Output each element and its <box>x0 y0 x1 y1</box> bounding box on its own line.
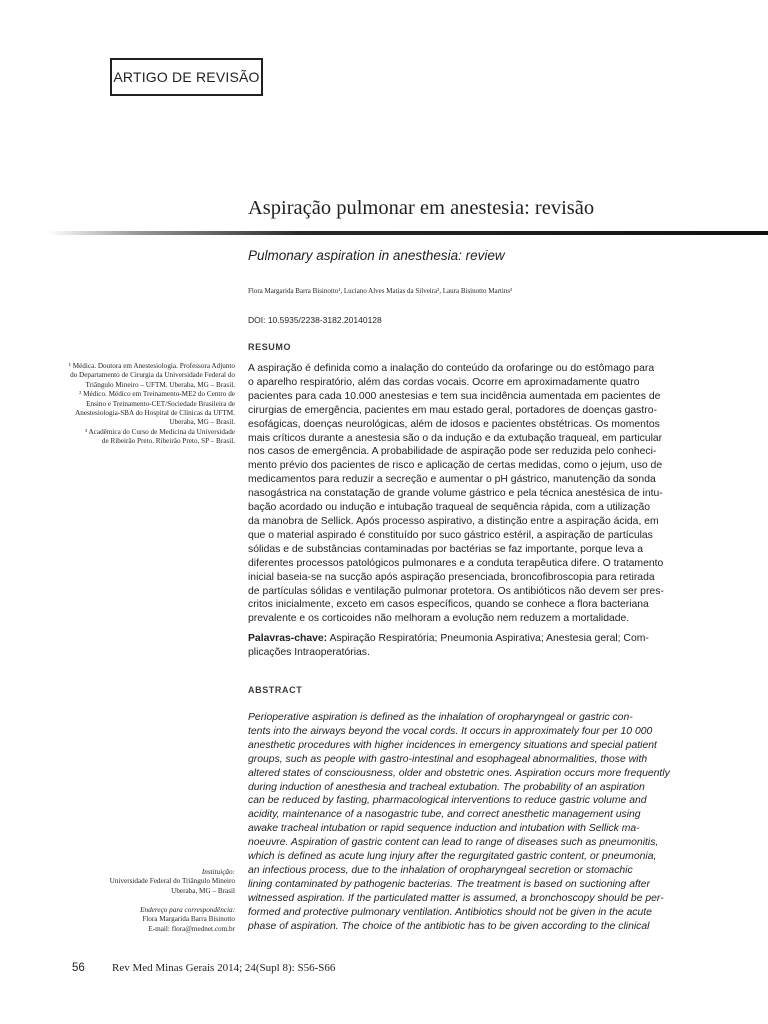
abstract-line: noeuvre. Aspiration of gastric content can lead to range of diseases such as pneumonitis, <box>248 837 659 849</box>
resumo-line: nasogástrica na constatação de grande volume gástrico e pela técnica anestésica de intu- <box>248 488 663 500</box>
abstract-line: can be reduced by fasting, pharmacological interventions to reduce gastric volume and <box>248 795 647 807</box>
resumo-line: mento prévio dos pacientes de risco e aplicação de certas medidas, como o jejum, uso de <box>248 460 663 472</box>
institution-label: Instituição: <box>201 868 235 876</box>
resumo-line: o aparelho respiratório, além das cordas vocais. Ocorre em aproximadamente quatro <box>248 376 640 388</box>
abstract-body <box>248 711 684 934</box>
article-subtitle: Pulmonary aspiration in anesthesia: review <box>248 248 505 263</box>
journal-citation: Rev Med Minas Gerais 2014; 24(Supl 8): S56-S66 <box>112 962 336 974</box>
keywords-label: Palavras-chave: <box>248 633 328 644</box>
affiliation-line: Ensino e Treinamento-CET/Sociedade Brasileira de <box>86 399 235 408</box>
title-divider <box>48 231 768 235</box>
abstract-line: witnessed aspiration. If the particulated matter is assumed, a bronchoscopy should be per- <box>248 892 664 904</box>
resumo-line: critos inicialmente, exceto em casos específicos, quando se conhece a flora bacteriana <box>248 599 649 611</box>
abstract-line: altered states of consciousness, older and obstetric ones. Aspiration occurs more frequently <box>248 767 670 779</box>
abstract-line: an infectious process, due to the inhalation of oropharyngeal secretion or stomachic <box>248 864 633 876</box>
resumo-line: nos casos de emergência. A probabilidade de aspiração pode ser reduzida pelo conheci- <box>248 446 657 458</box>
institution-location: Uberaba, MG – Brasil <box>171 886 235 895</box>
resumo-line: pacientes para cada 10.000 anestesias e tem sua incidência aumentada em pacientes de <box>248 390 661 402</box>
affiliation-line: Anestesiologia-SBA do Hospital de Clínicas da UFTM. <box>75 409 235 418</box>
resumo-line: bação acordado ou indução e intubação traqueal de sequência rápida, com a utilização <box>248 502 651 514</box>
keywords <box>248 632 684 660</box>
abstract-heading: ABSTRACT <box>248 685 303 695</box>
resumo-line: sólidas e de substâncias contaminadas por bactérias se faz importante, porque leva a <box>248 543 644 555</box>
doi: DOI: 10.5935/2238-3182.20140128 <box>248 315 382 325</box>
page-number: 56 <box>72 962 85 974</box>
abstract-line: awake tracheal intubation or rapid sequence induction and intubation with Sellick ma- <box>248 823 640 835</box>
resumo-body <box>248 362 684 626</box>
abstract-line: groups, such as people with gastro-intestinal and esophageal abnormalities, those with <box>248 753 648 765</box>
affiliation-line: de Ribeirão Preto. Ribeirão Preto, SP – Brasil. <box>101 437 235 446</box>
abstract-line: anesthetic procedures with higher incidences in emergency situations and special patient <box>248 739 657 751</box>
affiliation-line: do Departamento de Cirurgia da Universidade Federal do <box>70 371 235 380</box>
affiliation-line: Triângulo Mineiro – UFTM. Uberaba, MG – Brasil. <box>85 380 235 389</box>
affiliation-line: ³ Acadêmica do Curso de Medicina da Universidade <box>84 427 235 436</box>
abstract-line: which is defined as acute lung injury after the regurgitated gastric content, or pneumonia, <box>248 851 657 863</box>
keywords-line <box>248 632 684 646</box>
affiliation-line: ² Médico. Médico em Treinamento-ME2 do Centro de <box>79 390 235 399</box>
affiliation-line: Uberaba, MG – Brasil. <box>169 418 235 427</box>
institution <box>30 868 235 896</box>
keywords-text: Aspiração Respiratória; Pneumonia Aspirativa; Anestesia geral; Com- <box>327 633 649 644</box>
keywords-line: plicações Intraoperatórias. <box>248 646 370 658</box>
resumo-line: inicial baseia-se na sucção após aspiração presenciada, broncofibroscopia para retirada <box>248 571 655 583</box>
abstract-line: phase of aspiration. The choice of the antibiotic has to be given according to the clinical <box>248 920 650 932</box>
resumo-line: prevalente e os corticoides não melhoram a evolução nem reduzem a mortalidade. <box>248 613 630 625</box>
correspondence-name: Flora Margarida Barra Bisinotto <box>142 915 235 924</box>
resumo-line: da manobra de Sellick. Após processo aspirativo, a distinção entre a aspiração ácida, em <box>248 515 659 527</box>
abstract-line: tents into the airways beyond the vocal cords. It occurs in approximately four per 10 000 <box>248 725 653 737</box>
abstract-line: lining contaminated by pathogenic bacterias. The treatment is based on suctioning after <box>248 878 651 890</box>
resumo-line: diferentes processos patológicos pulmonares e a conduta terapêutica difere. O tratamento <box>248 557 664 569</box>
abstract-line: acidity, maintenance of a nasogastric tube, and correct anesthetic management using <box>248 809 641 821</box>
author-list: Flora Margarida Barra Bisinotto¹, Luciano Alves Matias da Silveira², Laura Bisinotto Martins³ <box>248 287 513 295</box>
resumo-heading: RESUMO <box>248 342 292 352</box>
resumo-line: medicamentos para reduzir a secreção e aumentar o pH gástrico, manutenção da sonda <box>248 474 656 486</box>
institution-name: Universidade Federal do Triângulo Mineiro <box>109 877 235 886</box>
correspondence-label: Endereço para correspondência: <box>140 906 235 914</box>
abstract-line: during induction of anesthesia and tracheal extubation. The probability of an aspiration <box>248 781 645 793</box>
correspondence <box>30 906 235 934</box>
resumo-line: A aspiração é definida como a inalação do conteúdo da orofaringe ou do estômago para <box>248 363 655 374</box>
affiliations <box>30 362 235 447</box>
resumo-line: que o material aspirado é constituído por suco gástrico estéril, a aspiração de partículas <box>248 529 653 541</box>
resumo-line: cirurgias de emergência, pacientes em mau estado geral, portadores de doenças gastro- <box>248 404 657 416</box>
affiliation-line: ¹ Médica. Doutora em Anestesiologia. Professora Adjunto <box>68 362 235 370</box>
article-title: Aspiração pulmonar em anestesia: revisão <box>248 197 595 219</box>
correspondence-email: E-mail: flora@mednet.com.br <box>148 924 235 933</box>
resumo-line: mais críticos durante a anestesia são o da indução e da extubação traqueal, em particular <box>248 432 663 444</box>
abstract-line: formed and protective pulmonary ventilation. Antibiotics should not be given in the acute <box>248 906 652 918</box>
resumo-line: esofágicas, doenças neurológicas, além de idosos e pacientes obstétricas. Os momentos <box>248 418 660 430</box>
section-label: ARTIGO DE REVISÃO <box>110 58 263 96</box>
abstract-line: Perioperative aspiration is defined as the inhalation of oropharyngeal or gastric con- <box>248 712 633 723</box>
resumo-line: de partículas sólidas e ventilação pulmonar protetora. Os antibióticos não devem ser pres- <box>248 585 664 597</box>
